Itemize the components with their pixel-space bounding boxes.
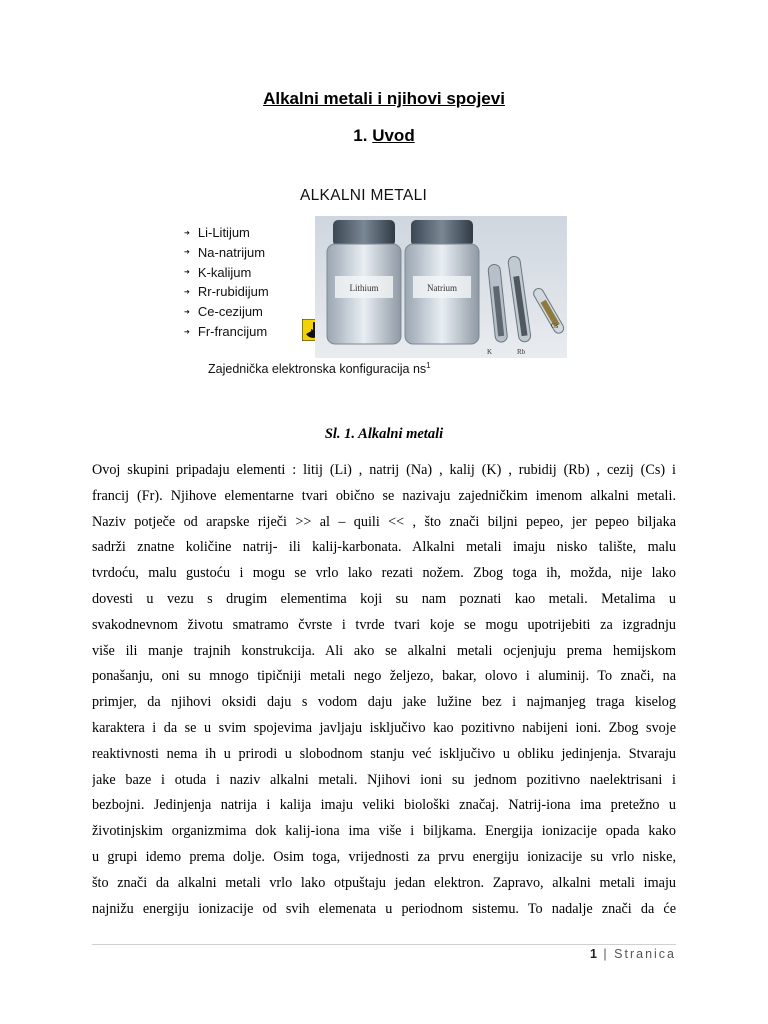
bullet-icon: ➜ <box>184 249 190 257</box>
element-item: ➜ Li-Litijum <box>184 225 250 240</box>
body-paragraph <box>92 458 676 922</box>
element-item: ➜ K-kalijum <box>184 264 252 280</box>
text-line: ponašanju, oni su mnogo tipičniji metali nego željezo, bakar, olovo i aluminij. To znači, na <box>92 668 676 685</box>
bullet-icon: ➜ <box>184 308 190 316</box>
text-line: tvrdoću, malu gustoću i mogu se vrlo lako rezati nožem. Zbog toga ih, možda, nije lako <box>92 565 676 582</box>
alkali-metals-figure <box>180 183 580 383</box>
section-heading <box>0 126 768 146</box>
text-line: francij (Fr). Njihove elementarne tvari obično se nazivaju zajedničkim imenom alkalni metali. <box>92 487 676 504</box>
document-title: Alkalni metali i njihovi spojevi <box>263 89 505 108</box>
footer-separator: | <box>603 947 609 961</box>
text-line: karaktera i da se u svim spojevima javljaju isključivo kao pozitivno nabijeni ioni. Zbog svoje <box>92 719 676 736</box>
ampoule-label-rb: Rb <box>517 348 526 356</box>
bullet-icon: ➜ <box>184 289 190 297</box>
element-item: ➜ Fr-francijum <box>184 323 268 339</box>
bullet-icon: ➜ <box>184 229 190 237</box>
text-line: Ovoj skupini pripadaju elementi : litij (Li) , natrij (Na) , kalij (K) , rubidij (Rb) , cezij (Cs) i <box>92 462 676 478</box>
element-item: ➜ Rr-rubidijum <box>184 284 269 300</box>
text-line: bezbojni. Jedinjenja natrija i kalija imaju veliki biološki značaj. Natrij-iona ima pretežno u <box>92 797 676 814</box>
bullet-icon: ➜ <box>184 328 190 336</box>
text-line: reaktivnosti nema ih u prirodi u slobodnom stanju već isključivo u obliku jedinjenja. Stvaraju <box>92 745 676 762</box>
section-title: Uvod <box>372 126 415 145</box>
text-line: životinjskim organizmima dok kalij-iona ima više i biljkama. Energija ionizacije opada kako <box>92 823 676 840</box>
text-line: primjer, da njihovi oksidi daju s vodom daju jake lužine bez i najmanjeg traga kiselog <box>92 694 676 711</box>
ampoule-label-cs: Cs <box>551 322 559 330</box>
metal-samples-photo <box>315 216 567 358</box>
text-line: Naziv potječe od arapske riječi >> al – quili << , što znači biljni pepeo, jer pepeo biljaka <box>92 513 676 530</box>
figure-label: Sl. 1. Alkalni metali <box>324 426 444 442</box>
section-number: 1. <box>353 126 368 145</box>
element-item: ➜ Ce-cezijum <box>184 304 263 320</box>
text-line: u grupi idemo prema dolje. Osim toga, vrijednosti za prvu energiju ionizacije su vrlo niske, <box>92 848 676 865</box>
figure-title: ALKALNI METALI <box>300 187 428 204</box>
footer-divider <box>92 944 676 945</box>
ampoule-label-k: K <box>487 348 493 356</box>
text-line: što znači da alkalni metali vrlo lako otpuštaju jedan elektron. Zapravo, alkalni metali imaju <box>92 874 676 891</box>
text-line: najnižu energiju ionizacije od svih elemenata u periodnom sistemu. To nadalje znači da će <box>92 900 676 917</box>
bottle-label-lithium: Lithium <box>349 283 379 293</box>
element-item: ➜ Na-natrijum <box>184 244 266 260</box>
text-line: dovesti u vezu s drugim elementima koji su nam poznati kao metali. Metalima u <box>92 590 676 607</box>
text-line: jake baze i otuda i naziv alkalni metali. Njihovi ioni su jednom pozitivno naelektrisani i <box>92 771 676 788</box>
figure-inner-caption: Zajednička elektronska konfiguracija $ns^1$ <box>208 361 431 377</box>
page-number: 1 <box>589 947 598 961</box>
text-line: sadrži znatne količine natrij- ili kalij-karbonata. Alkalni metali imaju nisko talište, malu <box>92 539 676 556</box>
bottle-label-natrium: Natrium <box>427 283 457 293</box>
page-label: Stranica <box>614 947 676 961</box>
text-line: više ili manje trajnih konstrukcija. Ali ako se alkalni metali ocjenjuju prema hemijskom <box>92 642 676 659</box>
text-line: svakodnevnom životu smatramo čvrste i tvrde tvari koje se mogu upotrijebiti za izgradnju <box>92 616 676 633</box>
page-footer <box>590 947 676 961</box>
element-list <box>180 223 269 342</box>
bullet-icon: ➜ <box>184 269 190 277</box>
